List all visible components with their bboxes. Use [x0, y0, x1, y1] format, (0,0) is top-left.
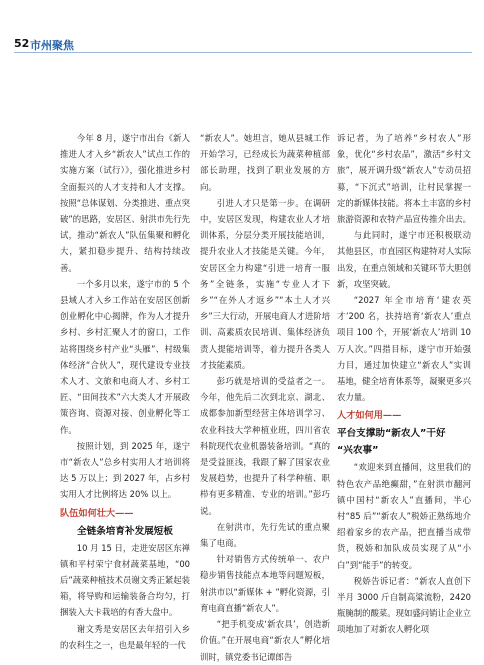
article-column-2 — [200, 130, 330, 665]
section-heading: 人才如何用—— — [337, 410, 402, 422]
section-title: 市州聚焦 — [30, 39, 74, 52]
header-rule — [14, 52, 472, 53]
paragraph: 在射洪市，先行先试的重点聚集了电商。 — [200, 521, 330, 549]
paragraph: “2027 年全市培育‘建农英才’200 名，扶持培育‘新农人’重点项目 100 个，开展‘新农人’培训 10 万人次。”四措目标，遂宁市开始强力目，通过加快建立“新农人”实训基地，健全培育体系等，凝聚更多兴农力量。 — [337, 295, 471, 403]
paragraph: 彭巧就是培训的受益者之一。今年，他先后二次到北京、湖北、成都参加新型经营主体培训学习、农业科技大学种植业班，四川省农科院现代农业机器装备培训。“真的是受益匪浅，我跟了解了国家农业发展趋势，也提升了科学种植、职栉有更多精准、专业的培训。”彭巧说。 — [200, 376, 330, 516]
page-number: 52 — [14, 37, 30, 50]
section-heading: 队伍如何壮大—— — [60, 507, 134, 519]
section-subheading: 平台支撑助“新农人”干好 — [337, 428, 446, 440]
page-header — [0, 0, 484, 52]
paragraph: 一个多月以来，遂宁市的 5 个县域人才入乡工作站在安居区创新创业孵化中心揭牌，作为人才提升乡村、乡村汇聚人才的窗口，工作站将围绕乡村产业“头雁”、村级集体经济“合伙人”，现代建设专业技术人才、文旅和电商人才、乡村工匠、“田间技术”六大类人才开展政策咨询、资源对接、创业孵化等工作。 — [60, 278, 190, 435]
article-column-3 — [337, 130, 471, 638]
paragraph: “新农人”。她坦言，她从县城工作开始学习，已经成长为蔬菜种植部部长助理，找到了职业发展的方向。 — [200, 133, 330, 192]
paragraph: 诉记者，为了培养“乡村农人”形象，优化“乡村农品”，激活“乡村文旅”，展开调升级“新农人”专动员招募，“下沉式”培训，让村民掌握一定的新媒体技能。将本土丰富的乡村旅游资源和农特产品宣传推介出去。 — [337, 133, 471, 225]
paragraph: 与此同时，遂宁市还积极联动其他县区，市直园区构建特对人实际出发，在重点领域和关键环节大胆创新，攻坚突破。 — [337, 230, 471, 289]
section-subheading: “兴农事” — [337, 445, 379, 457]
paragraph: “把手机变成‘新农具’，创造新价值。”在开展电商“新农人”孵化培训时，镇党委书记谭郎告 — [200, 619, 330, 662]
paragraph: 针对销售方式传统单一、农户稳步销售技能点本地等问题短板，射洪市以“新媒体 + ”孵化资源，引育电商直播“新农人”。 — [200, 554, 330, 613]
paragraph: 按照计划，到 2025 年，遂宁市“新农人”总乡村实用人才培训将达 5 万以上；到 2027 年，占乡村实用人才比例将达 20% 以上。 — [60, 440, 190, 500]
paragraph: 谢文秀是安居区去年招引入乡的农科生之一，也是最年轻的一代 — [60, 623, 190, 650]
section-subheading: 全链条培育补发展短板 — [77, 525, 173, 537]
paragraph: 税娇告诉记者：“新农人直创下半月 3000 斤自制高粱流粉，2420 瓶腌制的酸菜。现如盛问销让企业立项地加了对新农人孵化项 — [337, 575, 471, 635]
article-column-1 — [60, 130, 190, 653]
paragraph: 今年 8 月，遂宁市出台《新人推进人才入乡“新农人”试点工作的实施方案（试行）》，强化推进乡村全面振兴的人才支持和人才支撑。按照“总体谋划、分类推进、重点突破”的思路，安居区、射洪市先行先试，推动“新农人”队伍集聚和孵化大，紧扣稳步提升、结构持续改善。 — [60, 133, 190, 273]
paragraph: “欢迎来到直播间，这里我们的特色农产品绝癫甜，”在射洪市翻河镇中国村“新农人”直播间，半心村“85 后”“新农人”税娇正熟练地介绍着家乡的农产品，把直播当成带货，税娇和加队成员实现了从“小白”到“能手”的转变。 — [337, 462, 471, 570]
paragraph: 10 月 15 日，走进安居区东禅镇和平村荣宁食材蔬菜基地，“00 后”蔬菜种植技术员谢文秀正紧起装箱，将导购和运输装备合均匀，打捆装入大卡栽培的有香大盘中。 — [60, 542, 190, 618]
paragraph: 引进人才只是第一步。在调研中，安居区发现，构建农业人才培训体系，分层分类开展技能培训，提升农业人才技能是关键。今年，安居区全力构建“引进一培育一服务”全链条，实施“专业人才下乡”“在外人才返乡”“本土人才兴乡”三大行动，开展电商人才进阶培训、高素质农民培训、集体经济负责人提能培训等，着力提升各类人才技能素质。 — [200, 197, 330, 370]
